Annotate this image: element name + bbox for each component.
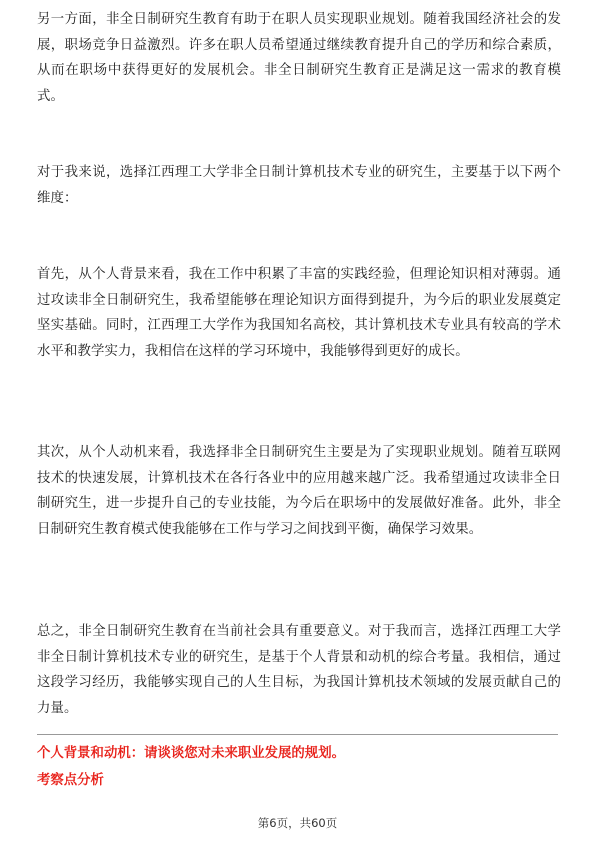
paragraph-two-dimensions: 对于我来说，选择江西理工大学非全日制计算机技术专业的研究生，主要基于以下两个维度： xyxy=(37,165,561,206)
paragraph-personal-background: 首先，从个人背景来看，我在工作中积累了丰富的实践经验，但理论知识相对薄弱。通过攻读非全日制研究生，我希望能够在理论知识方面得到提升，为今后的职业发展奠定坚实基础。同时，江西理工大学作为我国知名高校，其计算机技术专业具有较高的学术水平和教学实力，我相信在这样的学习环境中，我能够得到更好的成长。 xyxy=(37,267,561,359)
analysis-heading: 考察点分析 xyxy=(37,773,104,788)
paragraph-personal-motivation: 其次，从个人动机来看，我选择非全日制研究生主要是为了实现职业规划。随着互联网技术的快速发展，计算机技术在各行各业中的应用越来越广泛。我希望通过攻读非全日制研究生，进一步提升自己的专业技能，为今后在职场中的发展做好准备。此外，非全日制研究生教育模式使我能够在工作与学习之间找到平衡，确保学习效果。 xyxy=(37,445,561,537)
paragraph-conclusion: 总之，非全日制研究生教育在当前社会具有重要意义。对于我而言，选择江西理工大学非全日制计算机技术专业的研究生，是基于个人背景和动机的综合考量。我相信，通过这段学习经历，我能够实现自己的人生目标，为我国计算机技术领域的发展贡献自己的力量。 xyxy=(37,624,561,716)
page-number-footer: 第6页，共60页 xyxy=(257,816,338,830)
section-divider xyxy=(37,734,558,735)
paragraph-career-planning: 另一方面，非全日制研究生教育有助于在职人员实现职业规划。随着我国经济社会的发展，职场竞争日益激烈。许多在职人员希望通过继续教育提升自己的学历和综合素质，从而在职场中获得更好的发展机会。非全日制研究生教育正是满足这一需求的教育模式。 xyxy=(37,12,561,104)
question-heading: 个人背景和动机：请谈谈您对未来职业发展的规划。 xyxy=(37,746,345,761)
